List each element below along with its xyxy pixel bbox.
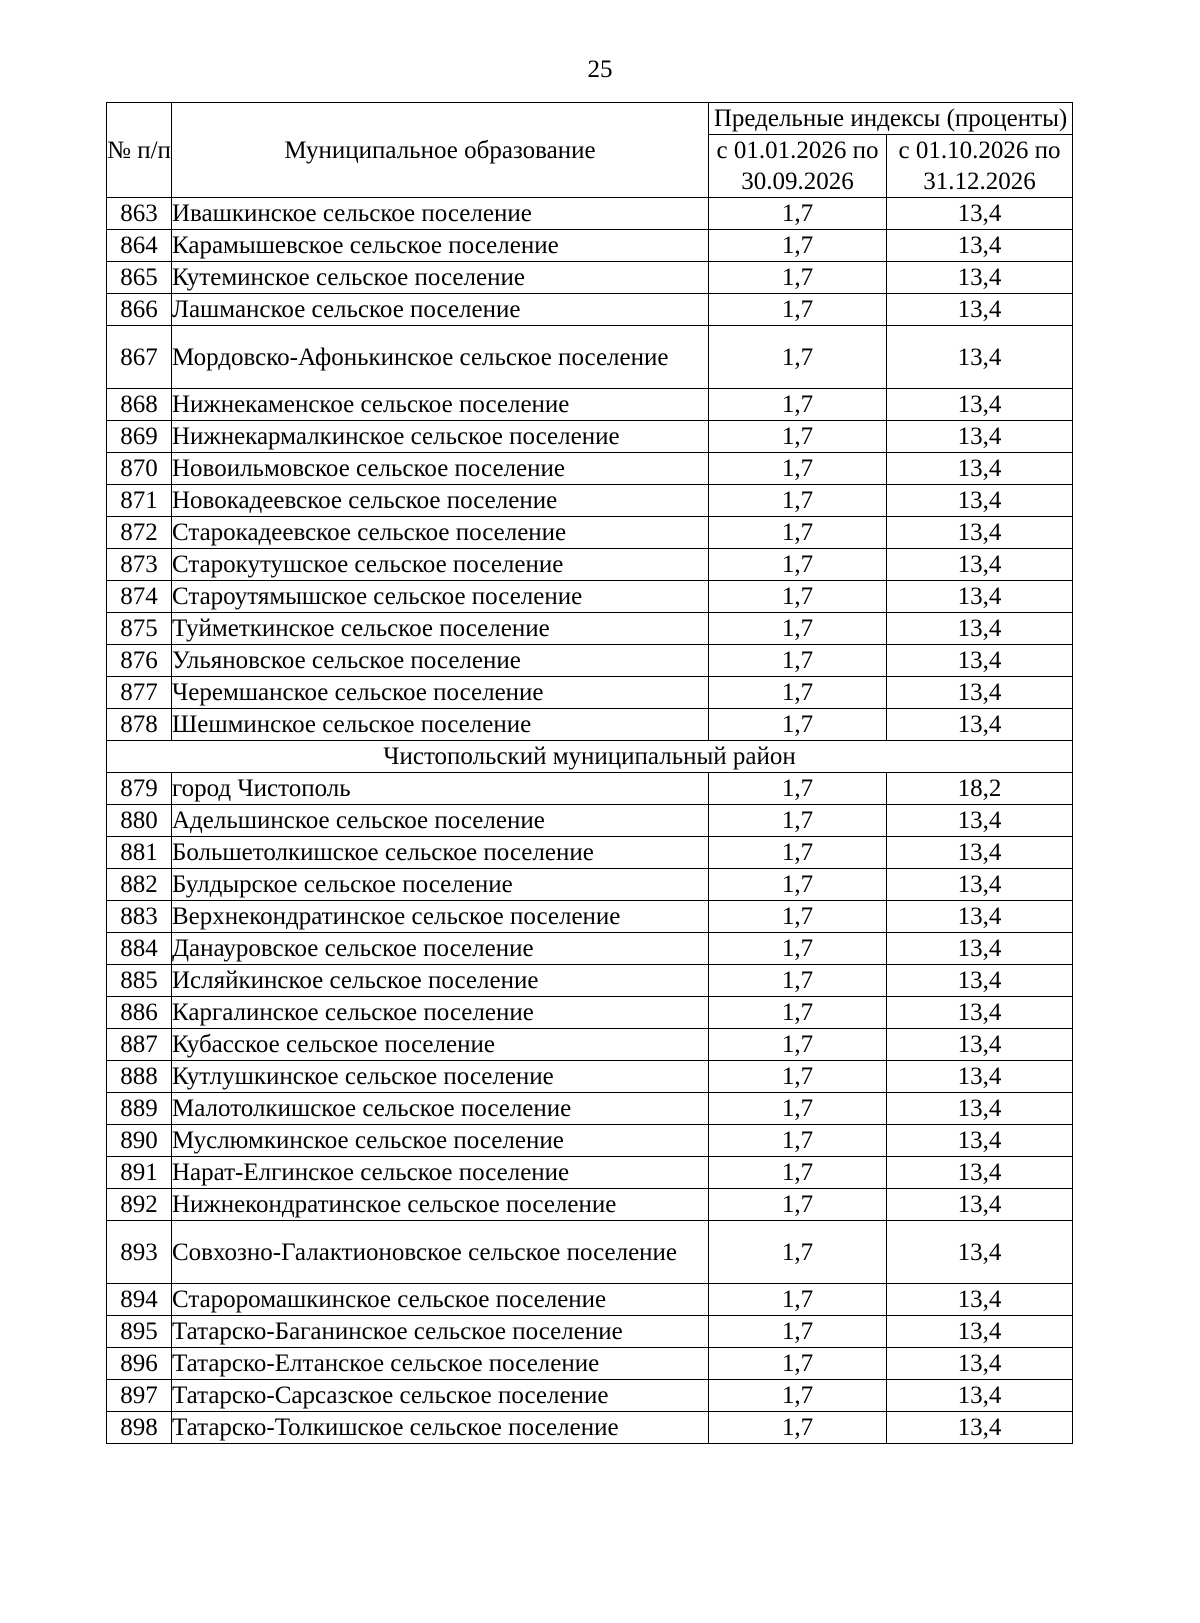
row-index-period-1: 1,7 xyxy=(709,421,887,453)
row-municipality: Булдырское сельское поселение xyxy=(172,869,709,901)
row-index-period-1: 1,7 xyxy=(709,933,887,965)
row-number: 876 xyxy=(107,645,172,677)
row-index-period-2: 13,4 xyxy=(887,262,1073,294)
row-number: 869 xyxy=(107,421,172,453)
row-municipality: Карамышевское сельское поселение xyxy=(172,230,709,262)
row-index-period-2: 13,4 xyxy=(887,294,1073,326)
table-row xyxy=(107,1125,1073,1157)
row-index-period-2: 13,4 xyxy=(887,1093,1073,1125)
row-municipality: Каргалинское сельское поселение xyxy=(172,997,709,1029)
row-index-period-2: 13,4 xyxy=(887,1061,1073,1093)
row-index-period-2: 13,4 xyxy=(887,1412,1073,1444)
row-municipality: Нарат-Елгинское сельское поселение xyxy=(172,1157,709,1189)
row-index-period-1: 1,7 xyxy=(709,1093,887,1125)
table-row xyxy=(107,1380,1073,1412)
table-row xyxy=(107,198,1073,230)
row-index-period-1: 1,7 xyxy=(709,709,887,741)
row-municipality: Татарско-Баганинское сельское поселение xyxy=(172,1316,709,1348)
table-row xyxy=(107,262,1073,294)
table-row xyxy=(107,485,1073,517)
row-number: 863 xyxy=(107,198,172,230)
row-municipality: Муслюмкинское сельское поселение xyxy=(172,1125,709,1157)
table-row xyxy=(107,613,1073,645)
table-row xyxy=(107,1316,1073,1348)
row-municipality: Туйметкинское сельское поселение xyxy=(172,613,709,645)
row-number: 879 xyxy=(107,773,172,805)
table-body-part-2 xyxy=(107,773,1073,1444)
row-index-period-2: 13,4 xyxy=(887,581,1073,613)
row-index-period-2: 13,4 xyxy=(887,1125,1073,1157)
row-number: 877 xyxy=(107,677,172,709)
row-index-period-1: 1,7 xyxy=(709,1412,887,1444)
row-number: 893 xyxy=(107,1221,172,1284)
table-row xyxy=(107,1029,1073,1061)
row-municipality: Кубасское сельское поселение xyxy=(172,1029,709,1061)
row-index-period-2: 18,2 xyxy=(887,773,1073,805)
table-row xyxy=(107,1221,1073,1284)
row-municipality: Татарско-Елтанское сельское поселение xyxy=(172,1348,709,1380)
row-number: 883 xyxy=(107,901,172,933)
row-municipality: Новокадеевское сельское поселение xyxy=(172,485,709,517)
row-index-period-1: 1,7 xyxy=(709,581,887,613)
row-index-period-1: 1,7 xyxy=(709,549,887,581)
row-index-period-1: 1,7 xyxy=(709,262,887,294)
table-row xyxy=(107,645,1073,677)
table-row xyxy=(107,230,1073,262)
row-index-period-2: 13,4 xyxy=(887,421,1073,453)
table-row xyxy=(107,517,1073,549)
table-row xyxy=(107,997,1073,1029)
table-row xyxy=(107,773,1073,805)
row-index-period-2: 13,4 xyxy=(887,677,1073,709)
row-index-period-1: 1,7 xyxy=(709,453,887,485)
row-number: 866 xyxy=(107,294,172,326)
row-index-period-1: 1,7 xyxy=(709,997,887,1029)
row-index-period-2: 13,4 xyxy=(887,1157,1073,1189)
table-row xyxy=(107,677,1073,709)
row-number: 864 xyxy=(107,230,172,262)
row-number: 868 xyxy=(107,389,172,421)
row-number: 887 xyxy=(107,1029,172,1061)
table-row xyxy=(107,965,1073,997)
table-row xyxy=(107,1061,1073,1093)
row-index-period-1: 1,7 xyxy=(709,1284,887,1316)
header-number: № п/п xyxy=(107,103,172,198)
row-municipality: Нижнекармалкинское сельское поселение xyxy=(172,421,709,453)
header-period-2: с 01.10.2026 по 31.12.2026 xyxy=(887,135,1073,198)
row-municipality: Кутеминское сельское поселение xyxy=(172,262,709,294)
table-row xyxy=(107,1412,1073,1444)
row-municipality: город Чистополь xyxy=(172,773,709,805)
row-index-period-1: 1,7 xyxy=(709,230,887,262)
section-row-group xyxy=(107,741,1073,773)
row-index-period-1: 1,7 xyxy=(709,837,887,869)
row-municipality: Большетолкишское сельское поселение xyxy=(172,837,709,869)
table-row xyxy=(107,549,1073,581)
row-number: 889 xyxy=(107,1093,172,1125)
row-municipality: Нижнекондратинское сельское поселение xyxy=(172,1189,709,1221)
row-index-period-1: 1,7 xyxy=(709,485,887,517)
row-index-period-2: 13,4 xyxy=(887,997,1073,1029)
row-municipality: Черемшанское сельское поселение xyxy=(172,677,709,709)
row-index-period-1: 1,7 xyxy=(709,1125,887,1157)
row-number: 870 xyxy=(107,453,172,485)
row-number: 875 xyxy=(107,613,172,645)
row-number: 878 xyxy=(107,709,172,741)
row-number: 882 xyxy=(107,869,172,901)
row-index-period-1: 1,7 xyxy=(709,613,887,645)
row-index-period-1: 1,7 xyxy=(709,1348,887,1380)
table-row xyxy=(107,709,1073,741)
row-index-period-2: 13,4 xyxy=(887,1029,1073,1061)
row-index-period-2: 13,4 xyxy=(887,1348,1073,1380)
row-index-period-2: 13,4 xyxy=(887,613,1073,645)
row-number: 872 xyxy=(107,517,172,549)
row-index-period-2: 13,4 xyxy=(887,805,1073,837)
section-title: Чистопольский муниципальный район xyxy=(107,741,1073,773)
table-row xyxy=(107,294,1073,326)
table-row xyxy=(107,421,1073,453)
indices-table xyxy=(106,102,1073,1444)
row-number: 890 xyxy=(107,1125,172,1157)
row-index-period-2: 13,4 xyxy=(887,645,1073,677)
row-index-period-2: 13,4 xyxy=(887,389,1073,421)
row-index-period-2: 13,4 xyxy=(887,198,1073,230)
table-row xyxy=(107,1348,1073,1380)
row-index-period-2: 13,4 xyxy=(887,230,1073,262)
row-municipality: Ивашкинское сельское поселение xyxy=(172,198,709,230)
row-municipality: Старокадеевское сельское поселение xyxy=(172,517,709,549)
table-row xyxy=(107,1284,1073,1316)
row-index-period-2: 13,4 xyxy=(887,933,1073,965)
row-municipality: Кутлушкинское сельское поселение xyxy=(172,1061,709,1093)
table-row xyxy=(107,933,1073,965)
row-municipality: Малотолкишское сельское поселение xyxy=(172,1093,709,1125)
row-index-period-1: 1,7 xyxy=(709,677,887,709)
row-index-period-1: 1,7 xyxy=(709,965,887,997)
row-index-period-1: 1,7 xyxy=(709,1316,887,1348)
row-index-period-2: 13,4 xyxy=(887,517,1073,549)
row-municipality: Адельшинское сельское поселение xyxy=(172,805,709,837)
row-municipality: Верхнекондратинское сельское поселение xyxy=(172,901,709,933)
row-index-period-2: 13,4 xyxy=(887,1189,1073,1221)
row-number: 880 xyxy=(107,805,172,837)
row-municipality: Лашманское сельское поселение xyxy=(172,294,709,326)
row-municipality: Старокутушское сельское поселение xyxy=(172,549,709,581)
table-header xyxy=(107,103,1073,198)
row-number: 871 xyxy=(107,485,172,517)
table-body-part-1 xyxy=(107,198,1073,741)
header-limit-indices: Предельные индексы (проценты) xyxy=(709,103,1073,135)
row-index-period-1: 1,7 xyxy=(709,901,887,933)
table-row xyxy=(107,453,1073,485)
row-number: 888 xyxy=(107,1061,172,1093)
row-index-period-1: 1,7 xyxy=(709,805,887,837)
row-number: 897 xyxy=(107,1380,172,1412)
header-period-1: с 01.01.2026 по 30.09.2026 xyxy=(709,135,887,198)
row-municipality: Староромашкинское сельское поселение xyxy=(172,1284,709,1316)
row-index-period-1: 1,7 xyxy=(709,869,887,901)
row-municipality: Совхозно-Галактионовское сельское поселение xyxy=(172,1221,709,1284)
row-municipality: Нижнекаменское сельское поселение xyxy=(172,389,709,421)
row-index-period-1: 1,7 xyxy=(709,326,887,389)
table-row xyxy=(107,1189,1073,1221)
row-index-period-2: 13,4 xyxy=(887,1284,1073,1316)
table-row xyxy=(107,805,1073,837)
row-index-period-2: 13,4 xyxy=(887,1221,1073,1284)
row-municipality: Исляйкинское сельское поселение xyxy=(172,965,709,997)
header-municipality: Муниципальное образование xyxy=(172,103,709,198)
row-index-period-1: 1,7 xyxy=(709,1189,887,1221)
row-number: 873 xyxy=(107,549,172,581)
table-row xyxy=(107,1093,1073,1125)
table-row xyxy=(107,326,1073,389)
row-index-period-2: 13,4 xyxy=(887,965,1073,997)
table-row xyxy=(107,1157,1073,1189)
row-index-period-1: 1,7 xyxy=(709,198,887,230)
row-index-period-2: 13,4 xyxy=(887,326,1073,389)
row-municipality: Новоильмовское сельское поселение xyxy=(172,453,709,485)
row-index-period-2: 13,4 xyxy=(887,869,1073,901)
row-index-period-1: 1,7 xyxy=(709,517,887,549)
row-index-period-2: 13,4 xyxy=(887,1316,1073,1348)
row-index-period-2: 13,4 xyxy=(887,837,1073,869)
row-number: 874 xyxy=(107,581,172,613)
row-municipality: Ульяновское сельское поселение xyxy=(172,645,709,677)
row-municipality: Данауровское сельское поселение xyxy=(172,933,709,965)
row-index-period-1: 1,7 xyxy=(709,1380,887,1412)
table-row xyxy=(107,389,1073,421)
row-number: 891 xyxy=(107,1157,172,1189)
row-index-period-1: 1,7 xyxy=(709,645,887,677)
row-number: 884 xyxy=(107,933,172,965)
row-index-period-1: 1,7 xyxy=(709,389,887,421)
row-number: 895 xyxy=(107,1316,172,1348)
row-index-period-2: 13,4 xyxy=(887,549,1073,581)
row-number: 885 xyxy=(107,965,172,997)
row-index-period-2: 13,4 xyxy=(887,1380,1073,1412)
row-number: 896 xyxy=(107,1348,172,1380)
row-index-period-2: 13,4 xyxy=(887,453,1073,485)
row-number: 898 xyxy=(107,1412,172,1444)
row-index-period-2: 13,4 xyxy=(887,485,1073,517)
row-number: 865 xyxy=(107,262,172,294)
row-municipality: Староутямышское сельское поселение xyxy=(172,581,709,613)
table-row xyxy=(107,869,1073,901)
row-municipality: Татарско-Толкишское сельское поселение xyxy=(172,1412,709,1444)
row-index-period-1: 1,7 xyxy=(709,1221,887,1284)
row-index-period-1: 1,7 xyxy=(709,1157,887,1189)
row-index-period-1: 1,7 xyxy=(709,773,887,805)
page-number: 25 xyxy=(587,56,613,83)
row-number: 892 xyxy=(107,1189,172,1221)
row-municipality: Шешминское сельское поселение xyxy=(172,709,709,741)
row-number: 886 xyxy=(107,997,172,1029)
row-index-period-1: 1,7 xyxy=(709,294,887,326)
table-row xyxy=(107,581,1073,613)
table-row xyxy=(107,837,1073,869)
row-municipality: Татарско-Сарсазское сельское поселение xyxy=(172,1380,709,1412)
row-number: 867 xyxy=(107,326,172,389)
row-index-period-2: 13,4 xyxy=(887,709,1073,741)
row-index-period-1: 1,7 xyxy=(709,1061,887,1093)
row-index-period-2: 13,4 xyxy=(887,901,1073,933)
row-index-period-1: 1,7 xyxy=(709,1029,887,1061)
row-number: 881 xyxy=(107,837,172,869)
row-municipality: Мордовско-Афонькинское сельское поселение xyxy=(172,326,709,389)
row-number: 894 xyxy=(107,1284,172,1316)
table-row xyxy=(107,901,1073,933)
